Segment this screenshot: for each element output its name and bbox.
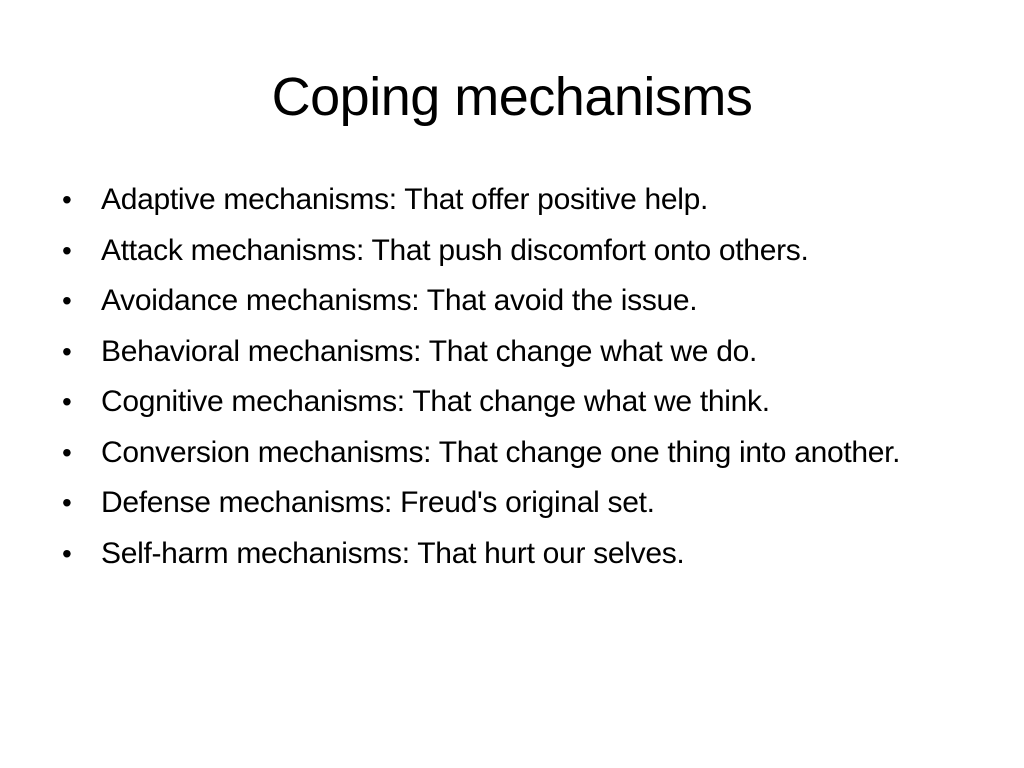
list-item-text: Avoidance mechanisms: That avoid the issue. <box>101 284 698 317</box>
list-item-text: Cognitive mechanisms: That change what we think. <box>101 385 770 418</box>
bullet-icon: • <box>62 285 72 316</box>
list-item-text: Attack mechanisms: That push discomfort onto others. <box>101 233 809 267</box>
list-item <box>62 534 962 574</box>
bullet-icon: • <box>62 386 72 417</box>
list-item-text: Conversion mechanisms: That change one thing into another. <box>101 435 901 469</box>
list-item <box>62 382 962 422</box>
list-item-text: Behavioral mechanisms: That change what we do. <box>101 334 758 368</box>
bullet-list <box>62 180 962 584</box>
list-item <box>62 433 962 473</box>
list-item <box>62 180 962 220</box>
bullet-icon: • <box>62 335 72 367</box>
list-item <box>62 332 962 372</box>
slide-title: Coping mechanisms <box>271 67 753 127</box>
bullet-icon: • <box>62 537 72 569</box>
list-item <box>62 483 962 523</box>
bullet-icon: • <box>62 487 72 518</box>
bullet-icon: • <box>62 184 72 215</box>
bullet-icon: • <box>62 436 72 468</box>
list-item-text: Defense mechanisms: Freud's original set. <box>101 486 655 519</box>
list-item <box>62 231 962 271</box>
bullet-icon: • <box>62 234 72 266</box>
list-item-text: Adaptive mechanisms: That offer positive help. <box>101 183 709 216</box>
list-item <box>62 281 962 321</box>
list-item-text: Self-harm mechanisms: That hurt our selves. <box>101 536 685 570</box>
